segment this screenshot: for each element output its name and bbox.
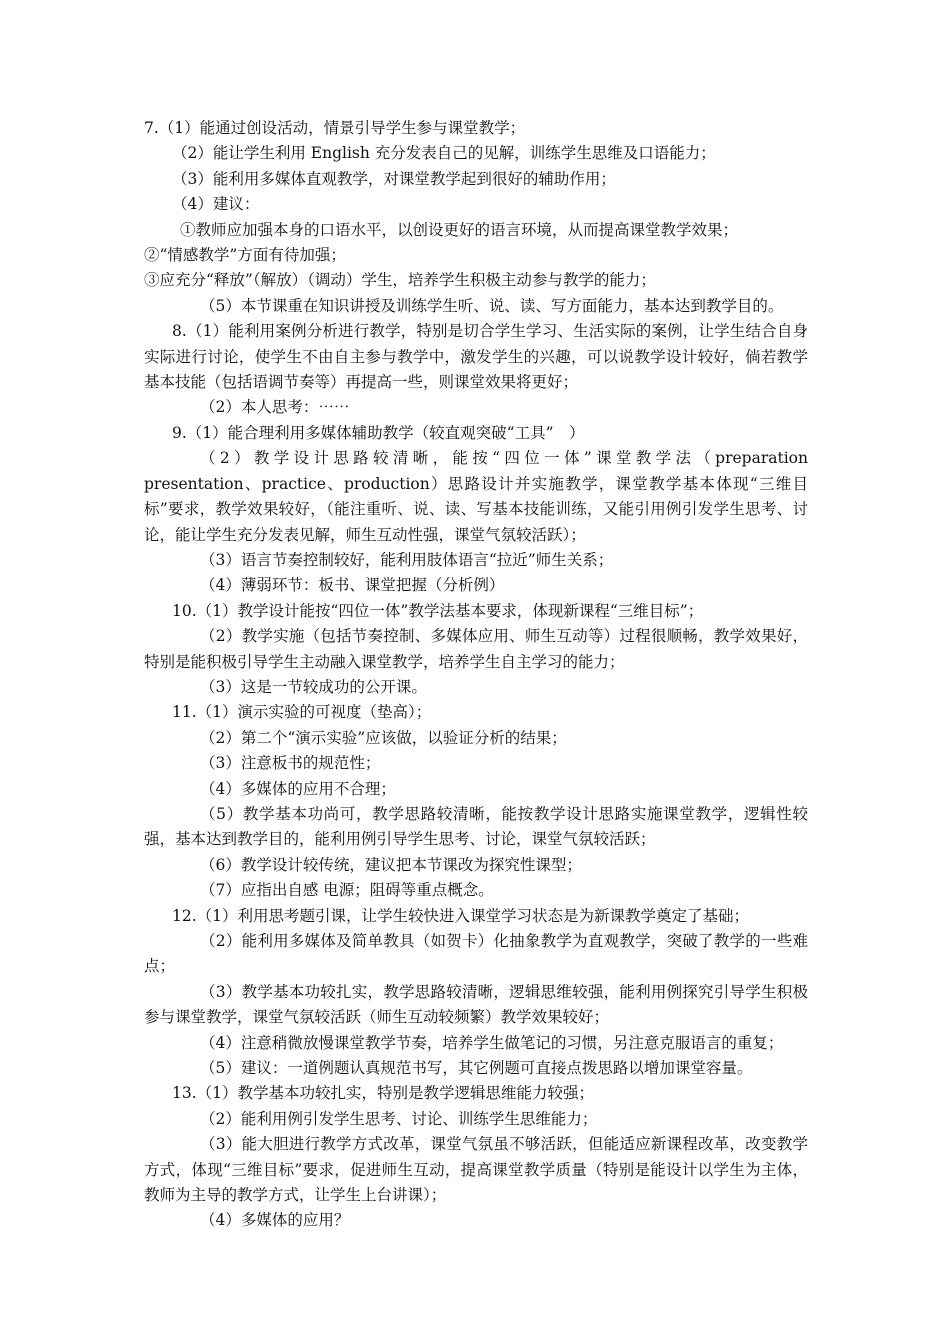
paragraph: 10.（1）教学设计能按“四位一体”教学法基本要求，体现新课程“三维目标”； [172,601,704,620]
paragraph: （2）本人思考：⋯⋯ [200,398,350,417]
paragraph: 7.（1）能通过创设活动，情景引导学生参与课堂教学； [144,119,526,137]
paragraph: （3）教学基本功较扎实，教学思路较清晰，逻辑思维较强，能利用例探究引导学生积极参与课堂教学，课堂气氛较活跃（师生互动较频繁）教学效果较好； [144,982,808,1027]
paragraph: （4）注意稍微放慢课堂教学节奏，培养学生做笔记的习惯，另注意克服语言的重复； [200,1033,784,1052]
paragraph: （4）多媒体的应用？ [200,1211,350,1230]
paragraph: （3）这是一节较成功的公开课。 [200,677,427,696]
document-body [144,116,808,1234]
paragraph: （7）应指出自感 电源；阻碍等重点概念。 [200,881,494,900]
paragraph: （3）能大胆进行教学方式改革，课堂气氛虽不够活跃，但能适应新课程改革，改变教学方式，体现“三维目标”要求，促进师生互动，提高课堂教学质量（特别是能设计以学生为主体，教师为主导的教学方式，让学生上台讲课）； [144,1135,808,1205]
paragraph: （3）语言节奏控制较好，能利用肢体语言“拉近”师生关系； [200,550,614,569]
paragraph: （5）本节课重在知识讲授及训练学生听、说、读、写方面能力，基本达到教学目的。 [200,296,784,315]
paragraph: ①教师应加强本身的口语水平，以创设更好的语言环境，从而提高课堂教学效果； [180,220,739,239]
paragraph: （2）能利用例引发学生思考、讨论、训练学生思维能力； [200,1109,598,1128]
paragraph: （5）建议：一道例题认真规范书写，其它例题可直接点拨思路以增加课堂容量。 [200,1059,753,1078]
paragraph: （2）能利用多媒体及简单教具（如贺卡）化抽象教学为直观教学，突破了教学的一些难点； [144,932,808,976]
paragraph: （4）建议： [172,195,260,214]
paragraph: ③应充分“释放”（解放）（调动）学生，培养学生积极主动参与教学的能力； [144,271,656,290]
paragraph: 13.（1）教学基本功较扎实，特别是教学逻辑思维能力较强； [172,1084,595,1103]
paragraph: （2）第二个“演示实验”应该做，以验证分析的结果； [200,728,567,747]
paragraph: 8.（1）能利用案例分析进行教学，特别是切合学生学习、生活实际的案例，让学生结合自身实际进行讨论，使学生不由自主参与教学中，激发学生的兴趣，可以说教学设计较好，倘若教学基本技能（包括语调节奏等）再提高一些，则课堂效果将更好； [144,322,808,392]
paragraph: （3）注意板书的规范性； [200,754,381,773]
paragraph: （2）能让学生利用 English 充分发表自己的见解，训练学生思维及口语能力； [172,144,716,163]
paragraph: 9.（1）能合理利用多媒体辅助教学（较直观突破“工具” ） [172,423,585,442]
paragraph: 11.（1）演示实验的可视度（垫高）； [172,703,432,722]
paragraph: （3）能利用多媒体直观教学，对课堂教学起到很好的辅助作用； [172,169,616,188]
paragraph: （4）多媒体的应用不合理； [200,779,396,798]
paragraph: （4）薄弱环节：板书、课堂把握（分析例） [200,576,505,595]
paragraph: 12.（1）利用思考题引课，让学生较快进入课堂学习状态是为新课教学奠定了基础； [172,906,750,925]
paragraph: ②“情感教学”方面有待加强； [144,246,346,265]
paragraph: （2）教学实施（包括节奏控制、多媒体应用、师生互动等）过程很顺畅，教学效果好，特别是能积极引导学生主动融入课堂教学，培养学生自主学习的能力； [144,627,808,671]
paragraph: （2）教学设计思路较清晰，能按“四位一体”课堂教学法（preparation presentation、practice、production）思路设计并实施教学，课堂教学基本体现“三维目标”要求，教学效果较好，（能注重听、说、读、写基本技能训练，又能引用例引发学生思考、讨论，能让学生充分发表见解，师生互动性强，课堂气氛较活跃）； [144,449,808,544]
paragraph: （6）教学设计较传统，建议把本节课改为探究性课型； [200,855,582,874]
paragraph: （5）教学基本功尚可，教学思路较清晰，能按教学设计思路实施课堂教学，逻辑性较强，基本达到教学目的，能利用例引导学生思考、讨论，课堂气氛较活跃； [144,804,808,849]
